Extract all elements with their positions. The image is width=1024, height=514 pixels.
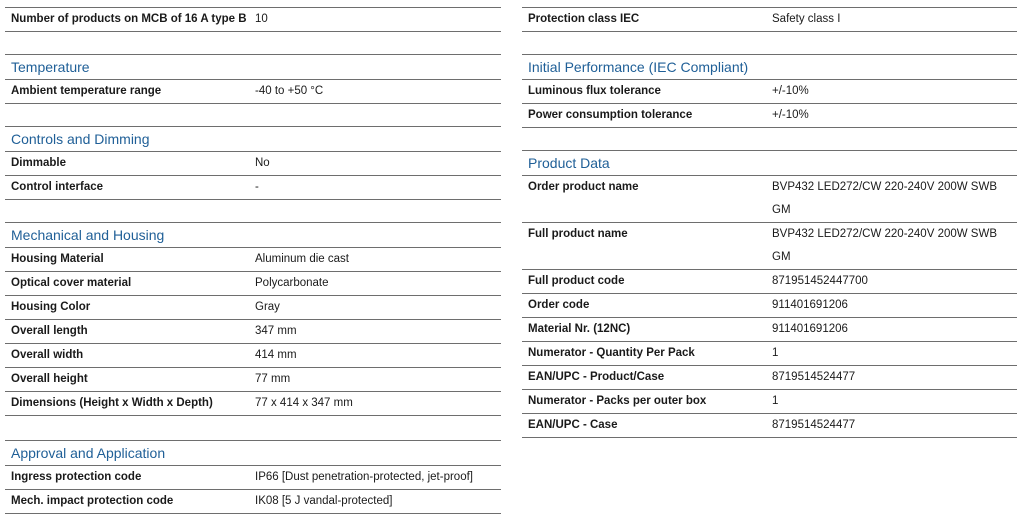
- spec-row: [522, 80, 1017, 104]
- spec-label: Overall width: [11, 349, 84, 361]
- spec-label: Housing Color: [11, 301, 91, 313]
- section-gap: [5, 200, 501, 222]
- spec-value: 1: [772, 347, 779, 359]
- spec-label: Ingress protection code: [11, 471, 142, 483]
- spec-value: +/-10%: [772, 85, 809, 97]
- spec-row: [522, 270, 1017, 294]
- section-gap: [522, 128, 1017, 150]
- spec-row: [5, 466, 501, 490]
- spec-value: No: [255, 157, 270, 169]
- spec-row: [522, 318, 1017, 342]
- spec-value: +/-10%: [772, 109, 809, 121]
- spec-label: Numerator - Quantity Per Pack: [528, 347, 695, 359]
- spec-value: 8719514524477: [772, 419, 856, 431]
- spec-row: [5, 80, 501, 104]
- spec-label: Number of products on MCB of 16 A type B: [11, 13, 247, 25]
- spec-value: IP66 [Dust penetration-protected, jet-proof]: [255, 471, 473, 483]
- spec-label: Overall height: [11, 373, 88, 385]
- spec-value: 1: [772, 395, 779, 407]
- spec-value: 347 mm: [255, 325, 297, 337]
- spec-label: Ambient temperature range: [11, 85, 162, 97]
- spec-value: Gray: [255, 301, 280, 313]
- section-gap: [5, 32, 501, 54]
- spec-label: Numerator - Packs per outer box: [528, 395, 707, 407]
- spec-label: Material Nr. (12NC): [528, 323, 631, 335]
- spec-label: Order product name: [528, 181, 639, 193]
- spec-row: [5, 248, 501, 272]
- spec-label: EAN/UPC - Case: [528, 419, 618, 431]
- spec-label: Order code: [528, 299, 590, 311]
- section-heading-controls: Controls and Dimming: [5, 126, 501, 152]
- spec-value: 871951452447700: [772, 275, 868, 287]
- section-gap: [5, 416, 501, 440]
- spec-value: IK08 [5 J vandal-protected]: [255, 495, 393, 507]
- spec-label: Optical cover material: [11, 277, 132, 289]
- section-heading-temperature: Temperature: [5, 54, 501, 80]
- spec-label: Control interface: [11, 181, 104, 193]
- spec-row: [5, 392, 501, 416]
- section-heading-performance: Initial Performance (IEC Compliant): [522, 54, 1017, 80]
- spec-row: [522, 366, 1017, 390]
- right-column: [522, 0, 1017, 438]
- section-gap: [5, 104, 501, 126]
- spec-row: [5, 368, 501, 392]
- spec-value: Safety class I: [772, 13, 841, 25]
- left-column: [5, 0, 501, 514]
- spec-value: BVP432 LED272/CW 220-240V 200W SWB GM: [772, 181, 998, 216]
- spec-value: 77 mm: [255, 373, 291, 385]
- spec-label: Full product name: [528, 228, 628, 240]
- spec-label: Overall length: [11, 325, 88, 337]
- spec-row: [522, 223, 1017, 270]
- spec-value: 911401691206: [772, 323, 848, 335]
- spec-value: 10: [255, 13, 268, 25]
- spec-value: Aluminum die cast: [255, 253, 349, 265]
- spec-label: Full product code: [528, 275, 625, 287]
- spec-row: [522, 7, 1017, 32]
- spec-label: Dimmable: [11, 157, 66, 169]
- spec-row: [522, 414, 1017, 438]
- spec-row: [522, 342, 1017, 366]
- spec-row: [522, 294, 1017, 318]
- spec-row: [5, 296, 501, 320]
- spec-value: Polycarbonate: [255, 277, 329, 289]
- spec-value: 77 x 414 x 347 mm: [255, 397, 353, 409]
- section-heading-approval: Approval and Application: [5, 440, 501, 466]
- spec-value: -40 to +50 °C: [255, 85, 324, 97]
- spec-row: [5, 344, 501, 368]
- spec-label: Protection class IEC: [528, 13, 640, 25]
- section-heading-product-data: Product Data: [522, 150, 1017, 176]
- spec-label: Luminous flux tolerance: [528, 85, 661, 97]
- spec-value: 8719514524477: [772, 371, 856, 383]
- spec-label: Dimensions (Height x Width x Depth): [11, 397, 213, 409]
- spec-value: BVP432 LED272/CW 220-240V 200W SWB GM: [772, 228, 998, 263]
- spec-value: -: [255, 181, 259, 193]
- spec-value: 414 mm: [255, 349, 297, 361]
- spec-label: Mech. impact protection code: [11, 495, 174, 507]
- spec-label: Housing Material: [11, 253, 104, 265]
- spec-row: [522, 390, 1017, 414]
- spec-value: 911401691206: [772, 299, 848, 311]
- section-heading-mechanical: Mechanical and Housing: [5, 222, 501, 248]
- spec-row: [5, 152, 501, 176]
- spec-row: [5, 176, 501, 200]
- spec-label: EAN/UPC - Product/Case: [528, 371, 665, 383]
- spec-row: [522, 104, 1017, 128]
- spec-label: Power consumption tolerance: [528, 109, 693, 121]
- spec-row: [5, 490, 501, 514]
- spec-row: [522, 176, 1017, 223]
- spec-row: [5, 272, 501, 296]
- section-gap: [522, 32, 1017, 54]
- spec-row: [5, 320, 501, 344]
- spec-row: [5, 7, 501, 32]
